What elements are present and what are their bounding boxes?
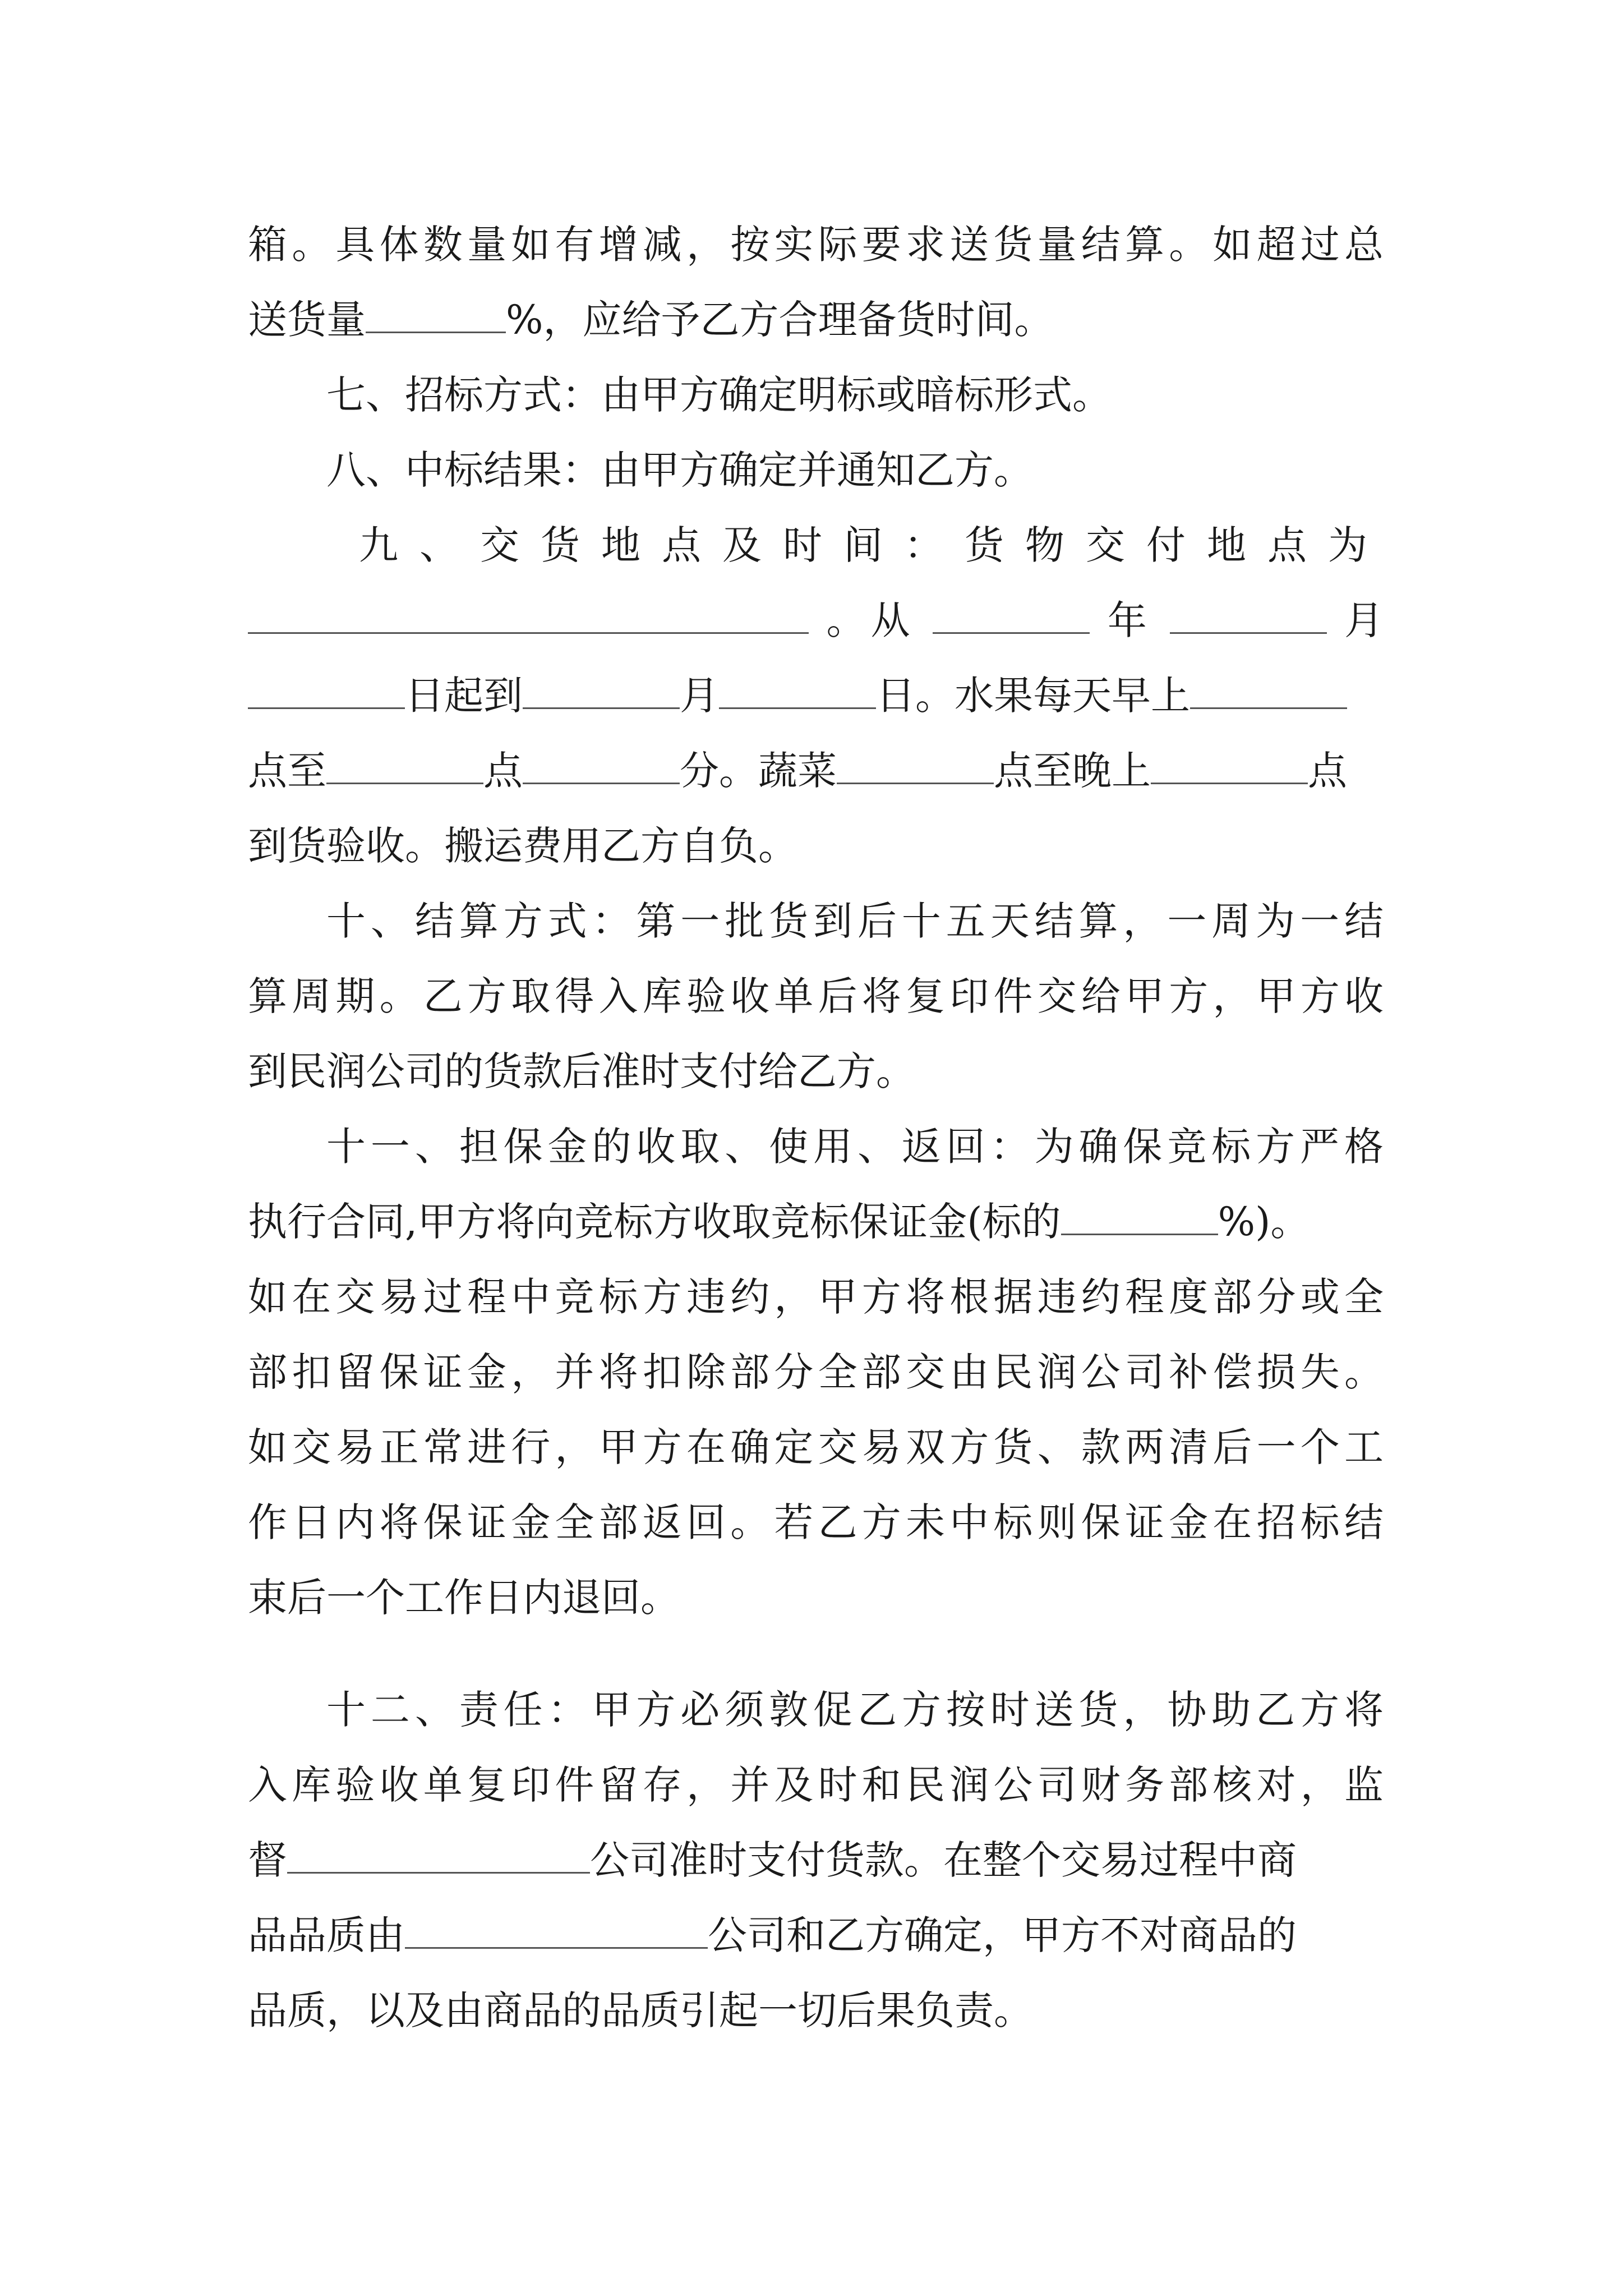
text-line xyxy=(248,1831,1384,1889)
fill-blank xyxy=(1190,672,1347,709)
text-line xyxy=(248,1568,1384,1627)
text-span: 部扣留保证金，并将扣除部分全部交由民润公司补偿损失。 xyxy=(248,1349,1384,1395)
text-span: 日起到 xyxy=(405,673,523,719)
text-span: 如在交易过程中竞标方违约，甲方将根据违约程度部分或全 xyxy=(248,1274,1384,1320)
text-span: 分。蔬菜 xyxy=(680,748,837,794)
fill-blank xyxy=(1151,747,1308,784)
text-span: 十二、责任：甲方必须敦促乙方按时送货，协助乙方将 xyxy=(326,1687,1384,1733)
text-span: 公司和乙方确定，甲方不对商品的 xyxy=(708,1912,1297,1958)
text-line xyxy=(248,291,1384,349)
text-line xyxy=(248,1193,1384,1251)
fill-blank xyxy=(523,672,680,709)
text-line xyxy=(248,1268,1384,1326)
text-span: 作日内将保证金全部返回。若乙方未中标则保证金在招标结 xyxy=(248,1499,1384,1545)
fill-blank xyxy=(287,1837,590,1874)
text-line xyxy=(248,967,1384,1025)
text-span: 九、交货地点及时间：货物交付地点为 xyxy=(359,522,1389,568)
text-line xyxy=(248,1981,1384,2040)
fill-blank xyxy=(837,747,994,784)
fill-blank xyxy=(366,296,506,333)
text-span: 十一、担保金的收取、使用、返回：为确保竞标方严格 xyxy=(326,1124,1384,1170)
text-span: 到民润公司的货款后准时支付给乙方。 xyxy=(248,1048,915,1094)
text-span: 到货验收。搬运费用乙方自负。 xyxy=(248,823,797,869)
text-span: 七、招标方式：由甲方确定明标或暗标形式。 xyxy=(326,372,1112,418)
text-line xyxy=(248,1906,1384,1964)
text-span: 算周期。乙方取得入库验收单后将复印件交给甲方，甲方收 xyxy=(248,973,1384,1019)
text-span: 年 xyxy=(1107,597,1152,643)
text-span: 八、中标结果：由甲方确定并通知乙方。 xyxy=(326,447,1033,493)
text-line xyxy=(248,366,1462,424)
text-span: 箱。具体数量如有增减，按实际要求送货量结算。如超过总 xyxy=(248,222,1384,268)
text-line xyxy=(326,1681,1384,1739)
fill-blank xyxy=(1061,1198,1218,1235)
fill-blank xyxy=(1170,597,1327,634)
text-span: 。从 xyxy=(826,597,915,643)
text-span: 公司准时支付货款。在整个交易过程中商 xyxy=(590,1837,1297,1883)
text-span: 日。水果每天早上 xyxy=(876,673,1190,719)
text-line xyxy=(248,215,1384,274)
text-span: 如交易正常进行，甲方在确定交易双方货、款两清后一个工 xyxy=(248,1424,1384,1470)
text-span: 点至 xyxy=(248,748,326,794)
text-span: 督 xyxy=(248,1837,287,1883)
text-span: %，应给予乙方合理备货时间。 xyxy=(506,297,1054,343)
text-span: 品品质由 xyxy=(248,1912,405,1958)
text-line xyxy=(359,516,1389,574)
fill-blank xyxy=(405,1912,708,1949)
text-span: 品质，以及由商品的品质引起一切后果负责。 xyxy=(248,1987,1033,2033)
text-span: 月 xyxy=(1344,597,1384,643)
text-span: 点 xyxy=(483,748,523,794)
fill-blank xyxy=(523,747,680,784)
text-line xyxy=(248,441,1462,499)
text-span: 入库验收单复印件留存，并及时和民润公司财务部核对，监 xyxy=(248,1762,1384,1808)
text-span: 月 xyxy=(680,673,719,719)
text-line xyxy=(326,892,1384,950)
text-line xyxy=(248,817,1384,875)
fill-blank xyxy=(248,597,809,634)
fill-blank xyxy=(326,747,483,784)
text-span: %)。 xyxy=(1218,1199,1310,1245)
text-span: 点 xyxy=(1308,748,1347,794)
text-line xyxy=(326,1117,1384,1176)
fill-blank xyxy=(719,672,876,709)
text-line xyxy=(248,1042,1384,1101)
text-line xyxy=(248,1493,1384,1552)
text-span: 送货量 xyxy=(248,297,366,343)
text-line xyxy=(248,591,1384,650)
text-span: 点至晚上 xyxy=(994,748,1151,794)
text-line xyxy=(248,666,1384,725)
text-line xyxy=(248,1756,1384,1814)
fill-blank xyxy=(933,597,1090,634)
fill-blank xyxy=(248,672,405,709)
text-line xyxy=(248,742,1384,800)
text-span: 束后一个工作日内退回。 xyxy=(248,1575,680,1621)
text-span: 执行合同,甲方将向竞标方收取竞标保证金(标的 xyxy=(248,1199,1061,1245)
text-span: 十、结算方式：第一批货到后十五天结算，一周为一结 xyxy=(326,898,1384,944)
text-line xyxy=(248,1418,1384,1476)
text-line xyxy=(248,1343,1384,1401)
